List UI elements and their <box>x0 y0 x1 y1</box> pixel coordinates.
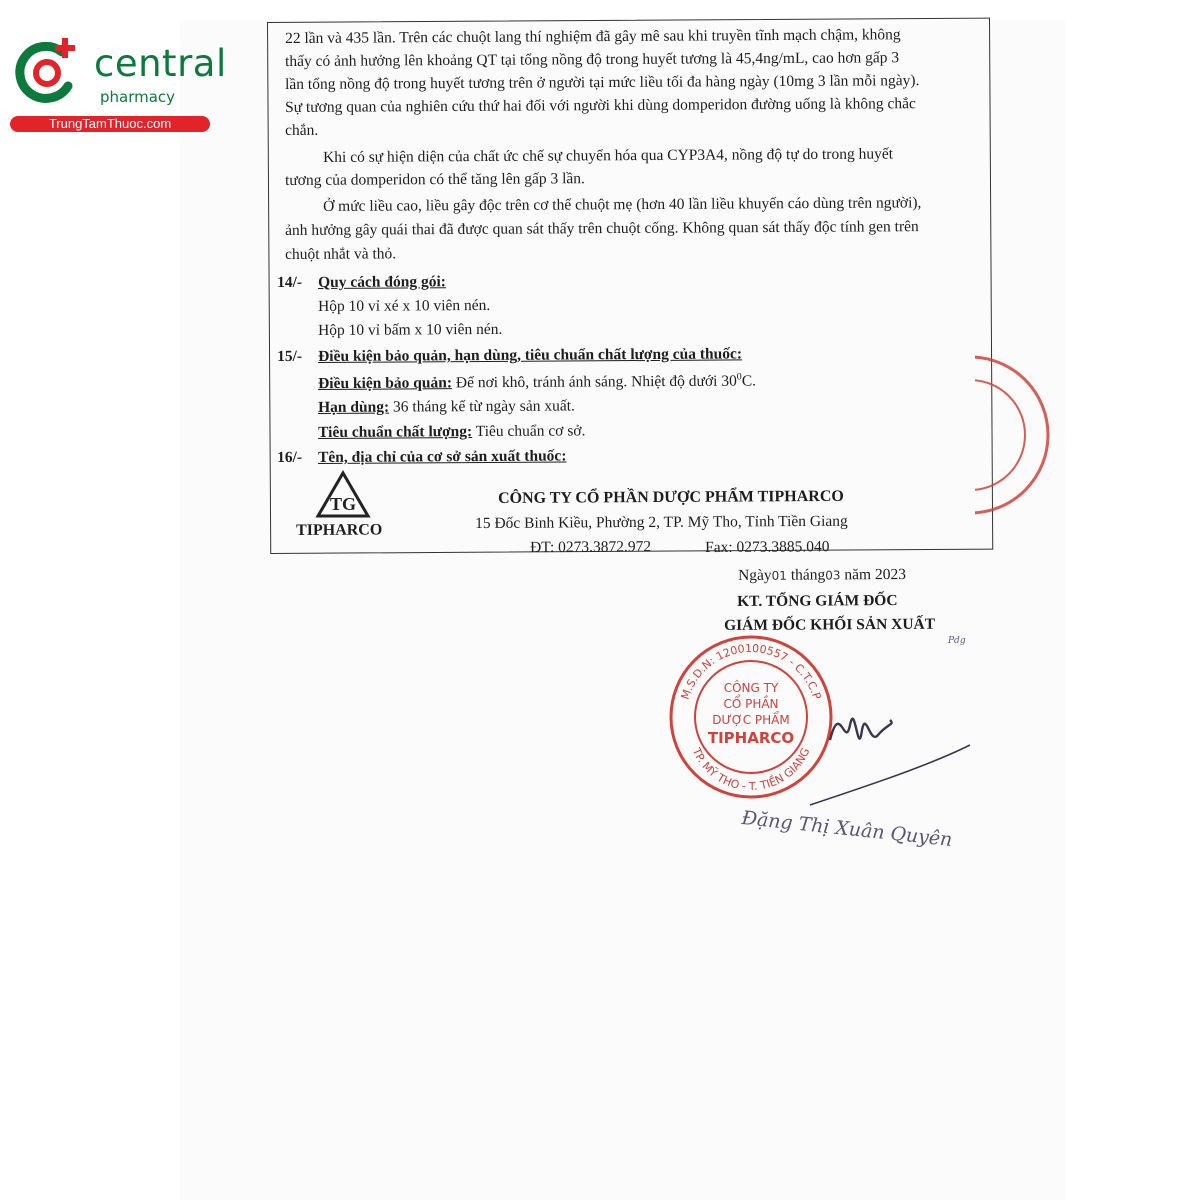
stamp-line-4: TIPHARCO <box>707 729 795 747</box>
body-line: thấy có ảnh hưởng lên khoảng QT tại tổng nồng độ trong huyết tương là 45,4ng/mL, cao hơn gấp 3 <box>285 49 900 70</box>
body-line: ảnh hưởng gây quái thai đã được quan sát thấy trên chuột cống. Không quan sát thấy độc tính gen trên <box>285 218 919 239</box>
storage-degree: 0 <box>736 371 742 383</box>
tipharco-triangle-icon <box>315 470 371 520</box>
storage-label: Điều kiện bảo quản: <box>318 374 453 393</box>
storage-unit: C. <box>741 372 757 390</box>
standard-text: Tiêu chuẩn cơ sở. <box>475 422 586 441</box>
storage-row <box>318 371 756 393</box>
date-prefix: Ngày <box>738 566 772 584</box>
body-line: tương của domperidon có thể tăng lên gấp 3 lần. <box>285 170 585 189</box>
body-line: Khi có sự hiện diện của chất ức chế sự chuyển hóa qua CYP3A4, nồng độ tự do trong huyết <box>323 145 894 166</box>
date-month: 03 <box>825 568 841 583</box>
body-line: 22 lần và 435 lần. Trên các chuột lang thí nghiệm đã gây mê sau khi truyền tĩnh mạch chậm, không <box>285 26 901 47</box>
standard-row <box>318 422 586 442</box>
signature-scribble <box>800 690 1000 810</box>
packaging-item: Hộp 10 vỉ xé x 10 viên nén. <box>318 296 491 315</box>
svg-text:TG: TG <box>329 494 357 514</box>
body-line: lần tổng nồng độ trong huyết tương trên ở người tại mức liều tối đa hàng ngày (10mg 3 lần mỗi ngày). <box>285 72 920 93</box>
month-label: tháng <box>790 566 826 584</box>
signer-name: Đặng Thị Xuân Quyên <box>740 807 954 851</box>
company-name: CÔNG TY CỔ PHẦN DƯỢC PHẨM TIPHARCO <box>498 487 844 507</box>
initials-mark: Pdg <box>948 636 966 646</box>
section16-title: Tên, địa chỉ của cơ sở sản xuất thuốc: <box>318 447 567 466</box>
company-fax: Fax: 0273.3885.040 <box>705 538 830 556</box>
storage-text: Để nơi khô, tránh ánh sáng. Nhiệt độ dưới 30 <box>455 372 737 392</box>
expiry-label: Hạn dùng: <box>318 398 390 416</box>
date-day: 01 <box>771 568 787 583</box>
standard-label: Tiêu chuẩn chất lượng: <box>318 423 473 441</box>
company-phone: ĐT: 0273.3872.972 <box>530 538 652 556</box>
expiry-row <box>318 397 575 417</box>
partial-stamp <box>975 355 1065 515</box>
section14-number: 14/- <box>277 273 303 291</box>
company-address: 15 Đốc Binh Kiều, Phường 2, TP. Mỹ Tho, Tỉnh Tiền Giang <box>475 512 848 532</box>
expiry-text: 36 tháng kể từ ngày sản xuất. <box>392 397 575 416</box>
body-line: chuột nhắt và thỏ. <box>285 245 397 263</box>
signer-title-2: GIÁM ĐỐC KHỐI SẢN XUẤT <box>724 615 936 634</box>
tipharco-logo-text: TIPHARCO <box>296 521 383 539</box>
signing-date <box>738 566 906 585</box>
year-label: năm 2023 <box>844 565 906 584</box>
section15-title: Điều kiện bảo quản, hạn dùng, tiêu chuẩn chất lượng của thuốc: <box>318 345 743 365</box>
stamp-ring-top: M.S.D.N: 1200100557 - C.T.C.P <box>678 641 824 702</box>
stamp-ring-bottom: TP. MỸ THO - T. TIỀN GIANG <box>689 745 813 794</box>
section14-title: Quy cách đóng gói: <box>318 273 446 291</box>
section16-number: 16/- <box>277 448 303 466</box>
section15-number: 15/- <box>277 347 303 365</box>
stamp-line-3: DƯỢC PHẨM <box>712 713 790 727</box>
body-line: Ở mức liều cao, liều gây độc trên cơ thể chuột mẹ (hơn 40 lần liều khuyến cáo dùng trên người), <box>323 194 922 215</box>
body-line: chắn. <box>285 121 319 139</box>
stamp-line-1: CÔNG TY <box>723 681 779 695</box>
brand-site: TrungTamThuoc.com <box>10 116 210 132</box>
packaging-item: Hộp 10 vỉ bấm x 10 viên nén. <box>318 320 503 339</box>
body-line: Sự tương quan của nghiên cứu thứ hai đối với người khi dùng domperidon đường uống là không chắc <box>285 95 916 116</box>
stamp-line-2: CỔ PHẦN <box>723 697 779 711</box>
central-pharmacy-logo[interactable] <box>10 36 227 136</box>
brand-tagline: pharmacy <box>100 88 176 106</box>
signer-title-1: KT. TỔNG GIÁM ĐỐC <box>737 592 898 610</box>
cross-c-icon <box>10 36 84 110</box>
brand-name: central <box>94 42 227 85</box>
